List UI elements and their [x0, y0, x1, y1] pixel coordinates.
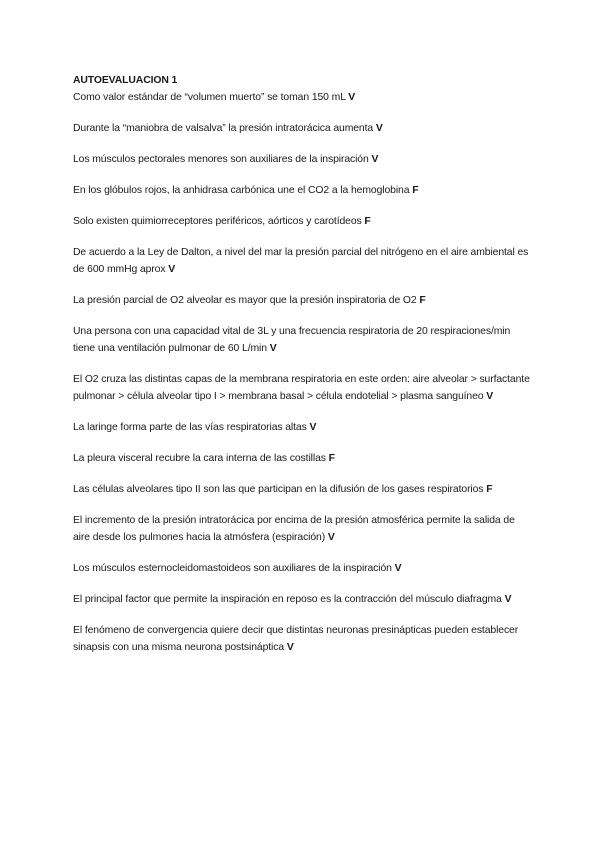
statement-text: Los músculos pectorales menores son auxiliares de la inspiración: [73, 154, 369, 165]
statement-item: [73, 450, 533, 467]
statement-text: De acuerdo a la Ley de Dalton, a nivel del mar la presión parcial del nitrógeno en el aire ambiental es de 600 mmHg aprox: [73, 247, 529, 275]
document-title: AUTOEVALUACION 1: [73, 75, 178, 86]
statement-answer: V: [504, 594, 512, 605]
statement-item: [73, 292, 533, 309]
statement-text: En los glóbulos rojos, la anhidrasa carbónica une el CO2 a la hemoglobina: [73, 185, 410, 196]
statement-answer: V: [286, 642, 294, 653]
statement-answer: V: [309, 422, 317, 433]
statement-answer: F: [412, 185, 419, 196]
statement-answer: V: [348, 92, 356, 103]
statement-item: [73, 622, 533, 656]
statement-text: La presión parcial de O2 alveolar es mayor que la presión inspiratoria de O2: [73, 295, 417, 306]
statement-item: [73, 560, 533, 577]
statement-item: [73, 182, 533, 199]
statement-item: [73, 481, 533, 498]
statement-text: Durante la “maniobra de valsalva” la presión intratorácica aumenta: [73, 123, 374, 134]
statement-answer: V: [168, 264, 176, 275]
statement-item: [73, 89, 533, 106]
statement-text: Como valor estándar de “volumen muerto” se toman 150 mL: [73, 92, 346, 103]
statement-text: El principal factor que permite la inspiración en reposo es la contracción del músculo diafragma: [73, 594, 502, 605]
statement-item: [73, 244, 533, 278]
statement-text: El O2 cruza las distintas capas de la membrana respiratoria en este orden: aire alveolar > surfactante pulmonar > célula alveolar tipo I > membrana basal > célula endotelial > plasma sanguíneo: [73, 374, 530, 402]
statement-text: El fenómeno de convergencia quiere decir que distintas neuronas presinápticas pueden establecer sinapsis con una misma neurona postsináptica: [73, 625, 519, 653]
statement-text: El incremento de la presión intratorácica por encima de la presión atmosférica permite la salida de aire desde los pulmones hacia la atmósfera (espiración): [73, 515, 515, 543]
statement-answer: V: [375, 123, 383, 134]
statement-answer: F: [419, 295, 426, 306]
statement-answer: F: [486, 484, 493, 495]
statement-answer: V: [327, 532, 335, 543]
statement-item: [73, 512, 533, 546]
statement-item: [73, 419, 533, 436]
statement-item: [73, 120, 533, 137]
statement-text: Las células alveolares tipo II son las que participan en la difusión de los gases respiratorios: [73, 484, 484, 495]
statement-answer: V: [371, 154, 379, 165]
statement-item: [73, 323, 533, 357]
statement-text: La pleura visceral recubre la cara interna de las costillas: [73, 453, 326, 464]
statement-text: Una persona con una capacidad vital de 3L y una frecuencia respiratoria de 20 respiraciones/min tiene una ventilación pulmonar de 60 L/min: [73, 326, 511, 354]
statement-text: Los músculos esternocleidomastoideos son auxiliares de la inspiración: [73, 563, 392, 574]
statement-answer: V: [394, 563, 402, 574]
statement-answer: F: [328, 453, 335, 464]
statement-text: La laringe forma parte de las vías respiratorias altas: [73, 422, 307, 433]
statement-answer: V: [486, 391, 494, 402]
statement-item: [73, 371, 533, 405]
statement-item: [73, 213, 533, 230]
statement-text: Solo existen quimiorreceptores periféricos, aórticos y carotídeos: [73, 216, 362, 227]
statement-item: [73, 151, 533, 168]
document-content: [73, 72, 533, 670]
statement-item: [73, 591, 533, 608]
statement-answer: V: [269, 343, 277, 354]
statement-answer: F: [364, 216, 371, 227]
